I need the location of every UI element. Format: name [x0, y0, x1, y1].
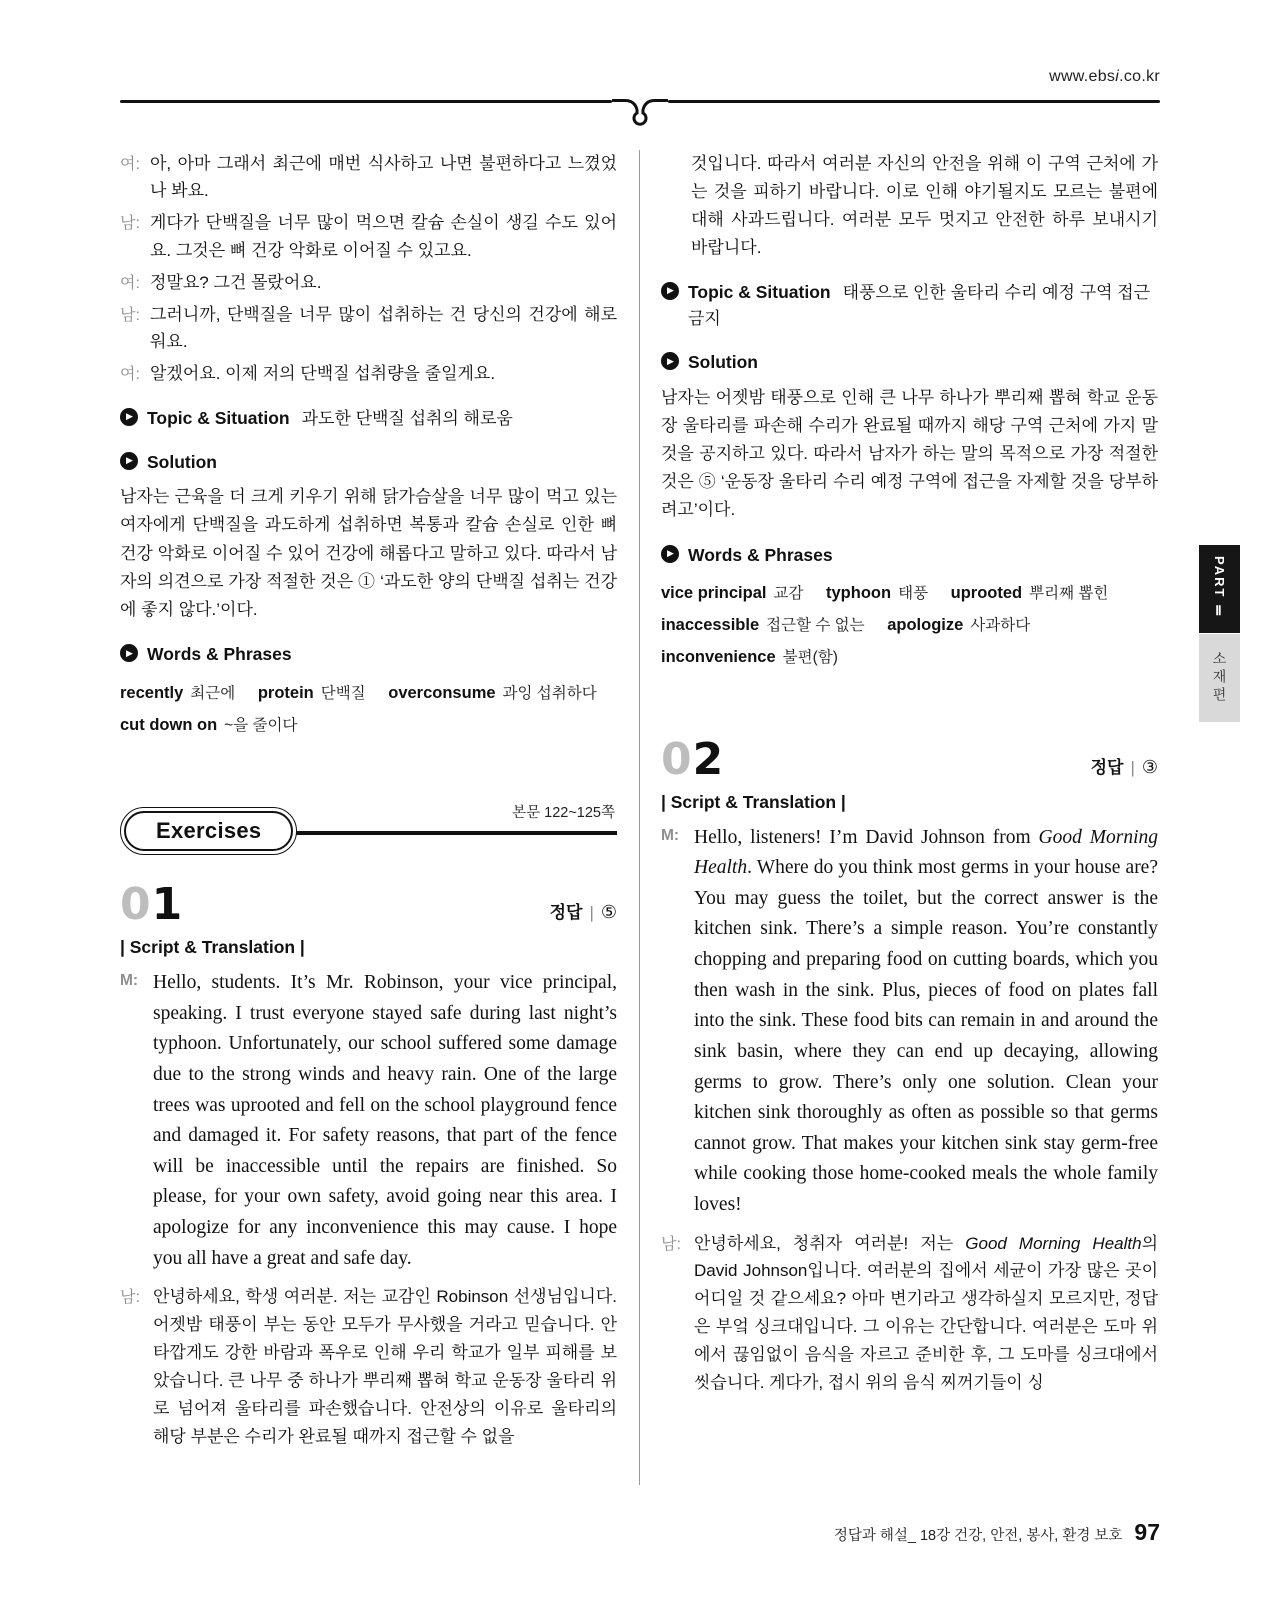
answer-badge: 정답 | ③: [1090, 756, 1158, 777]
speaker-label: 여:: [120, 366, 140, 384]
exercises-badge: [120, 807, 297, 855]
word: typhoon: [826, 583, 892, 602]
word-entry: [120, 684, 249, 702]
solution-text: 남자는 근육을 더 크게 키우기 위해 닭가슴살을 너무 많이 먹고 있는 여자에게 단백질을 과도하게 섭취하면 복통과 칼슘 손실로 인한 뼈 건강 악화로 이어질 수 있어 건강에 해롭다고 말하고 있다. 따라서 남자의 의견으로 가장 적절한 것은 ① ‘과도한 양의 단백질 섭취는 건강에 좋지 않다.’이다.: [120, 487, 617, 620]
word-entry: [661, 648, 852, 666]
spacer: [661, 674, 1158, 714]
word: inconvenience: [661, 648, 776, 667]
section-bullet-icon: [661, 545, 679, 563]
dialogue-line: [120, 269, 617, 296]
english-script: [661, 823, 1158, 1221]
header-rule-right: [668, 100, 1160, 103]
column-divider: [639, 150, 640, 1485]
script-translation-heading: | Script & Translation |: [661, 791, 846, 812]
word-entry: [951, 584, 1123, 602]
header-rule-left: [120, 100, 612, 103]
topic-situation-heading: Topic & Situation: [688, 281, 831, 302]
meaning: 뿌리째 뽑힌: [1029, 584, 1109, 602]
words-phrases-heading: Words & Phrases: [147, 644, 292, 665]
dialogue-line: [120, 301, 617, 355]
english-script-text: Hello, students. It’s Mr. Robinson, your vice principal, speaking. I trust everyone stayed safe during last night’s typhoon. Unfortunately, our school suffered some damage due to the strong winds and heavy rain. One of the large trees was uprooted and fell on the school playground fence and damaged it. For safety reasons, that part of the fence will be inaccessible until the repairs are finished. So please, for your own safety, avoid going near this area. I apologize for any inconvenience this may cause. I hope you all have a great and safe day.: [153, 972, 617, 1269]
page-number: 97: [1134, 1519, 1160, 1545]
english-script-text: Hello, listeners! I’m David Johnson from Good Morning Health. Where do you think most germs in your house are? You may guess the toilet, but the correct answer is the kitchen sink. There’s a simple reason. You’re constantly chopping and preparing food on cutting boards, which you then wash in the sink. Plus, pieces of food on plates fall into the sink. These food bits can remain in and around the sink basin, where they can end up decaying, allowing germs to grow. There’s only one solution. Clean your kitchen sink thoroughly as often as possible so that germs cannot grow. That makes your kitchen sink stay germ-free while cooking those home-cooked meals the whole family loves!: [694, 826, 1158, 1215]
answer-badge: 정답 | ⑤: [549, 902, 617, 923]
left-column: [120, 150, 617, 1459]
speaker-label: 남:: [661, 1235, 681, 1253]
question-01-header: [120, 879, 617, 931]
exercises-badge-label: Exercises: [124, 811, 293, 851]
meaning: 태풍: [898, 584, 929, 602]
section-bullet-icon: [661, 352, 679, 370]
word-entry: [826, 584, 942, 602]
words-phrases-section: [661, 542, 1158, 569]
right-column: [661, 150, 1158, 1406]
word-entry: [258, 684, 380, 702]
section-bullet-icon: [120, 408, 138, 426]
topic-situation-section: [120, 405, 617, 432]
question-number: 01: [120, 879, 184, 931]
solution-section: [661, 349, 1158, 376]
dialogue-text: 게다가 단백질을 너무 많이 먹으면 칼슘 손실이 생길 수도 있어요. 그것은 뼈 건강 악화로 이어질 수 있고요.: [150, 213, 617, 260]
dialogue-text: 그러니까, 단백질을 너무 많이 섭취하는 건 당신의 건강에 해로워요.: [150, 304, 617, 352]
solution-section: [120, 449, 617, 476]
meaning: 불편(함): [782, 649, 838, 667]
topic-situation-text: 태풍으로 인한 울타리 수리 예정 구역 접근 금지: [688, 282, 1151, 328]
korean-translation-text: 안녕하세요, 청취자 여러분! 저는 Good Morning Health의 David Johnson입니다. 여러분의 집에서 세균이 가장 많은 곳이 어디일 것 같으세요? 아마 변기라고 생각하실지 모르지만, 정답은 부엌 싱크대입니다. 그 이유는 간단합니다. 여러분은 도마 위에서 끊임없이 음식을 자르고 준비한 후, 그 도마를 싱크대에서 씻습니다. 게다가, 접시 위의 음식 찌꺼기들이 싱: [694, 1233, 1159, 1392]
side-tab-part: PART Ⅱ: [1199, 545, 1240, 633]
program-title-italic: Good Morning Health: [694, 826, 1158, 879]
word: protein: [257, 683, 314, 702]
speaker-label: 남:: [120, 306, 140, 324]
dialogue-text: 아, 아마 그래서 최근에 매번 식사하고 나면 불편하다고 느꼈었나 봐요.: [150, 154, 617, 201]
speaker-label: 여:: [120, 274, 140, 292]
question-number: 02: [661, 733, 725, 785]
solution-text: 남자는 어젯밤 태풍으로 인해 큰 나무 하나가 뿌리째 뽑혀 학교 운동장 울타리를 파손해 수리가 완료될 때까지 해당 구역 근처에 가지 말 것을 공지하고 있다. 따라서 남자가 하는 말의 목적으로 가장 적절한 것은 ⑤ ‘운동장 울타리 수리 예정 구역에 접근을 자제할 것을 당부하려고’이다.: [661, 387, 1158, 520]
word: uprooted: [950, 583, 1023, 602]
translation-continuation: 것입니다. 따라서 여러분 자신의 안전을 위해 이 구역 근처에 가는 것을 피하기 바랍니다. 이로 인해 야기될지도 모르는 불편에 대해 사과드립니다. 여러분 모두 멋지고 안전한 하루 보내시기 바랍니다.: [691, 154, 1158, 257]
section-bullet-icon: [120, 452, 138, 470]
topic-situation-text: 과도한 단백질 섭취의 해로움: [301, 408, 513, 428]
dialogue-line: [120, 209, 617, 263]
dialogue-line: [120, 150, 617, 204]
dialogue-text: 알겠어요. 이제 저의 단백질 섭취량을 줄일게요.: [150, 364, 496, 384]
speaker-label: 여:: [120, 156, 140, 173]
dialogue-text: 정말요? 그건 몰랐어요.: [150, 272, 322, 292]
question-02-header: [661, 733, 1158, 785]
site-url-pre: www.ebs: [1049, 68, 1116, 85]
footer-chapter-text: 정답과 해설_ 18강 건강, 안전, 봉사, 환경 보호: [833, 1528, 1123, 1544]
exercises-header: [120, 807, 617, 859]
meaning: 접근할 수 없는: [766, 617, 865, 635]
word-entry: [661, 584, 817, 602]
word-entry: [887, 616, 1044, 634]
word: cut down on: [120, 715, 218, 734]
dialogue-line: [120, 360, 617, 387]
word-entry: [388, 684, 610, 702]
topic-situation-heading: Topic & Situation: [147, 407, 290, 428]
words-list: [120, 677, 617, 741]
solution-heading: Solution: [688, 352, 758, 373]
word-entry: [120, 716, 311, 734]
meaning: 교감: [773, 584, 804, 602]
section-bullet-icon: [661, 282, 679, 300]
meaning: 과잉 섭취하다: [502, 684, 597, 702]
korean-translation-text: 안녕하세요, 학생 여러분. 저는 교감인 Robinson 선생님입니다. 어젯밤 태풍이 부는 동안 모두가 무사했을 거라고 믿습니다. 안타깝게도 강한 바람과 폭우로 인해 우리 학교가 일부 피해를 보았습니다. 큰 나무 중 하나가 뿌리째 뽑혀 학교 운동장 울타리 위로 넘어져 울타리를 파손했습니다. 안전상의 이유로 울타리의 해당 부분은 수리가 완료될 때까지 접근할 수 없을: [153, 1287, 617, 1446]
header-notch-ornament: [612, 99, 668, 131]
word-entry: [661, 616, 879, 634]
english-script: [120, 968, 617, 1274]
site-url-italic-i: i: [1115, 68, 1120, 85]
korean-translation: [120, 1283, 617, 1450]
speaker-label: 남:: [120, 1289, 140, 1307]
script-translation-heading: | Script & Translation |: [120, 937, 305, 958]
page-footer: [834, 1519, 1160, 1546]
solution-heading: Solution: [147, 451, 217, 472]
topic-situation-section: [661, 279, 1158, 333]
word: vice principal: [661, 583, 767, 602]
meaning: 최근에: [190, 684, 236, 702]
speaker-label: M:: [120, 972, 139, 990]
site-url-post: .co.kr: [1119, 68, 1160, 85]
meaning: 단백질: [320, 684, 366, 702]
words-phrases-heading: Words & Phrases: [688, 544, 833, 565]
word: inaccessible: [661, 616, 760, 635]
meaning: ~을 줄이다: [224, 716, 298, 734]
word: overconsume: [388, 683, 496, 702]
words-list: [661, 577, 1158, 674]
site-url: [1049, 68, 1160, 86]
words-phrases-section: [120, 641, 617, 668]
speaker-label: 남:: [120, 215, 140, 233]
word: apologize: [887, 616, 964, 635]
korean-translation: [661, 1230, 1158, 1397]
exercises-page-range: 본문 122~125쪽: [512, 805, 615, 822]
program-title-italic: Good Morning Health: [965, 1233, 1142, 1253]
side-tab-category: 소재편: [1199, 634, 1240, 722]
word: recently: [120, 683, 184, 702]
section-bullet-icon: [120, 644, 138, 662]
meaning: 사과하다: [970, 617, 1031, 635]
speaker-label: M:: [661, 826, 680, 844]
